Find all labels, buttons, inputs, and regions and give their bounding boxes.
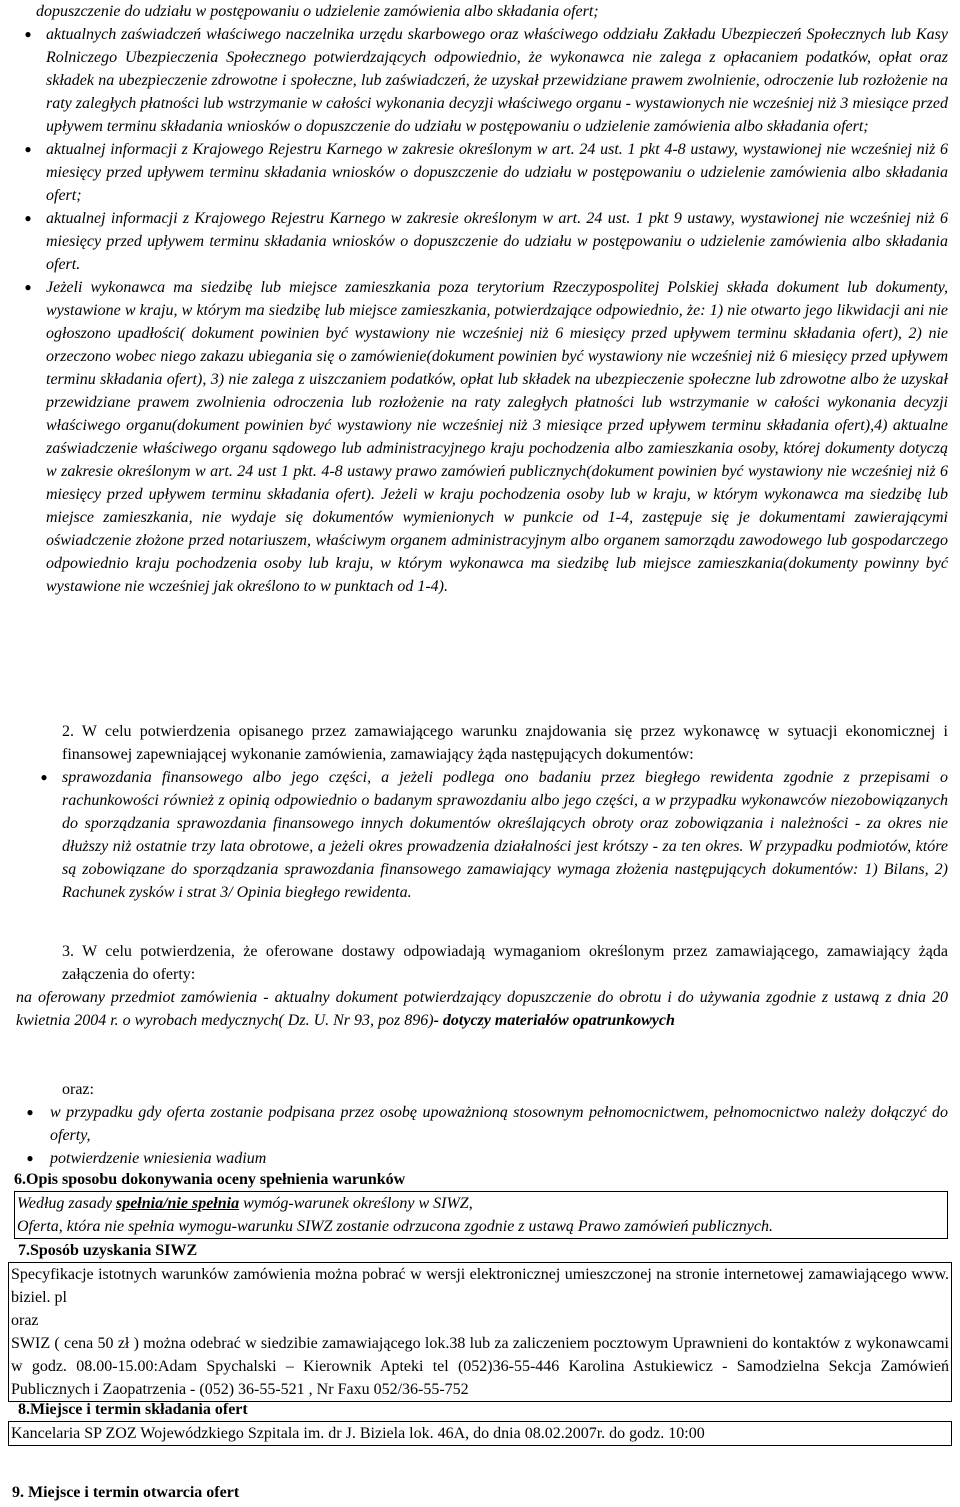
section-7-para-2: oraz (11, 1312, 39, 1329)
section-7-title: 7.Sposób uzyskania SIWZ (18, 1242, 198, 1259)
product-document-para (16, 986, 948, 1032)
intro-line: dopuszczenie do udziału w postępowaniu o udzielenie zamówienia albo składania ofert; (36, 3, 599, 20)
section-6-line-1 (17, 1192, 945, 1215)
product-requirements-block (62, 940, 948, 986)
section-8-box (8, 1421, 952, 1446)
section-6-line-1-emphasis: spełnia/nie spełnia (115, 1195, 240, 1212)
attachment-list (10, 1101, 948, 1170)
list-item (10, 276, 948, 598)
section-7 (8, 1239, 952, 1402)
section-6-line-2: Oferta, która nie spełnia wymogu-warunku SIWZ zostanie odrzucona zgodnie z ustawą Prawo zamówień publicznych. (17, 1218, 773, 1235)
section-6-line-1-post: wymóg-warunek określony w SIWZ, (239, 1195, 473, 1212)
bullet-icon: ● (24, 27, 32, 41)
bullet-icon: ● (24, 142, 32, 156)
section-2-lead: 2. W celu potwierdzenia opisanego przez zamawiającego warunku znajdowania się przez wykonawcę w sytuacji ekonomicznej i finansowej zapewniającej wykonanie zamówienia, zamawiający żąda następujących dokumentów: (62, 723, 948, 763)
list-item-text: aktualnych zaświadczeń właściwego naczelnika urzędu skarbowego oraz właściwego oddziału Zakładu Ubezpieczeń Społecznych lub Kasy Rolniczego Ubezpieczenia Społecznego potwierdzających odpowiednio, że wykonawca nie zalega z opłacaniem podatków, opłat oraz składek na ubezpieczenie zdrowotne i społeczne, lub zaświadczeń, że uzyskał przewidziane prawem zwolnienie, odroczenie lub rozłożenie na raty zaległych płatności lub wstrzymanie w całości wykonania decyzji właściwego organu - wystawionych nie wcześniej niż 3 miesiące przed upływem terminu składania wniosków o dopuszczenie do udziału w postępowaniu o udzielenie zamówienia albo składania ofert; (46, 26, 948, 135)
product-document-bold: - dotyczy materiałów opatrunkowych (433, 1012, 675, 1029)
financial-requirements-block (62, 720, 948, 766)
oraz-label: oraz: (62, 1081, 94, 1098)
section-6-box (14, 1191, 948, 1239)
list-item (10, 1147, 948, 1170)
bullet-icon: ● (24, 211, 32, 225)
bullet-icon: ● (24, 280, 32, 294)
list-item (26, 766, 948, 904)
section-6-title: 6.Opis sposobu dokonywania oceny spełnienia warunków (14, 1171, 406, 1188)
product-document-italic: na oferowany przedmiot zamówienia - aktualny dokument potwierdzający dopuszczenie do obrotu i do używania zgodnie z ustawą z dnia 20 kwietnia 2004 r. o wyrobach medycznych( Dz. U. Nr 93, poz 896) (16, 989, 948, 1029)
section-8-text: Kancelaria SP ZOZ Wojewódzkiego Szpitala im. dr J. Biziela lok. 46A, do dnia 08.02.2007r. do godz. 10:00 (11, 1425, 705, 1442)
section-9 (12, 1481, 948, 1504)
list-item-text: Jeżeli wykonawca ma siedzibę lub miejsce zamieszkania poza terytorium Rzeczypospolitej Polskiej składa dokument lub dokumenty, wystawione w kraju, w którym ma siedzibę lub miejsce zamieszkania, potwierdzające odpowiednio, że: 1) nie otwarto jego likwidacji ani nie ogłoszono upadłości( dokument powinien być wystawiony nie wcześniej niż 6 miesięcy przed upływem terminu składania ofert), 2) nie orzeczono wobec niego zakazu ubiegania się o zamówienie(dokument powinien być wystawiony nie wcześniej niż 6 miesięcy przed upływem terminu składania ofert), 3) nie zalega z uiszczaniem podatków, opłat lub składek na ubezpieczenie społeczne lub zdrowotne albo że uzyskał przewidziane prawem zwolnienia odroczenia lub rozłożenie na raty zaległych płatności lub wstrzymanie w całości wykonania decyzji właściwego organu(dokument powinien być wystawiony nie wcześniej niż 3 miesiące przed upływem terminu składania ofert),4) aktualne zaświadczenie właściwego organu sądowego lub administracyjnego kraju pochodzenia albo zamieszkania osoby, której dokumenty dotyczą w zakresie określonym w art. 24 ust 1 pkt. 4-8 ustawy prawo zamówień publicznych(dokument powinien być wystawiony nie wcześniej niż 6 miesięcy przed upływem terminu składania ofert). Jeżeli w kraju pochodzenia osoby lub w kraju, w którym wykonawca ma siedzibę lub miejsce zamieszkania, nie wydaje się dokumentów wymienionych w punkcie od 1-4, zastępuje się je dokumentami zawierającymi oświadczenie złożone przed notariuszem, właściwym organem administracyjnym albo organem samorządu zawodowego lub gospodarczego odpowiednio kraju pochodzenia osoby lub kraju, w którym wykonawca ma siedzibę lub miejsce zamieszkania(dokumenty powinny być wystawione nie wcześniej jak określono to w punktach od 1-4). (46, 279, 948, 595)
list-item (10, 207, 948, 276)
section-9-title: 9. Miejsce i termin otwarcia ofert (12, 1484, 240, 1501)
section-7-para-3: SWIZ ( cena 50 zł ) można odebrać w siedzibie zamawiającego lok.38 lub za zaliczeniem pocztowym Uprawnieni do kontaktów z wykonawcami w godz. 08.00-15.00:Adam Spychalski – Kierownik Apteki tel (052)36-55-446 Karolina Astukiewicz - Samodzielna Sekcja Zamówień Publicznych i Zaopatrzenia - (052) 36-55-521 , Nr Faxu 052/36-55-752 (11, 1335, 949, 1398)
list-item-text: w przypadku gdy oferta zostanie podpisana przez osobę upoważnioną stosownym pełnomocnictwem, pełnomocnictwo należy dołączyć do oferty, (50, 1104, 948, 1144)
list-item-text: sprawozdania finansowego albo jego części, a jeżeli podlega ono badaniu przez biegłego rewidenta zgodnie z przepisami o rachunkowości również z opinią odpowiednio o badanym sprawozdaniu albo jego części, a w przypadku wykonawców niezobowiązanych do sporządzania sprawozdania finansowego innych dokumentów określających obroty oraz zobowiązania i należności - za okres nie dłuższy niż ostatnie trzy lata obrotowe, a jeżeli okres prowadzenia działalności jest krótszy - za ten okres. W przypadku podmiotów, które są zobowiązane do sporządzania sprawozdania finansowego zamawiający wymaga złożenia następujących dokumentów: 1) Bilans, 2) Rachunek zysków i strat 3/ Opinia biegłego rewidenta. (62, 769, 948, 901)
section-7-para-1: Specyfikacje istotnych warunków zamówienia można pobrać w wersji elektronicznej umieszczonej na stronie internetowej zamawiającego www. biziel. pl (11, 1266, 949, 1306)
financial-bullet-block (26, 766, 948, 904)
list-item-text: potwierdzenie wniesienia wadium (50, 1150, 267, 1167)
list-item-text: aktualnej informacji z Krajowego Rejestru Karnego w zakresie określonym w art. 24 ust. 1 pkt 9 ustawy, wystawionej nie wcześniej niż 6 miesięcy przed upływem terminu składania wniosków o dopuszczenie do udziału w postępowaniu o udzielenie zamówienia albo składania ofert. (46, 210, 948, 273)
oraz-line (62, 1078, 948, 1101)
list-item-text: aktualnej informacji z Krajowego Rejestru Karnego w zakresie określonym w art. 24 ust. 1 pkt 4-8 ustawy, wystawionej nie wcześniej niż 6 miesięcy przed upływem terminu składania wniosków o dopuszczenie do udziału w postępowaniu o udzielenie zamówienia albo składania ofert; (46, 141, 948, 204)
section-7-box (8, 1262, 952, 1402)
section-8 (8, 1398, 952, 1446)
requirements-block (10, 0, 948, 598)
product-document-text (16, 986, 948, 1032)
bullet-icon: ● (26, 1105, 34, 1119)
section-8-title: 8.Miejsce i termin składania ofert (18, 1401, 248, 1418)
section-3-lead: 3. W celu potwierdzenia, że oferowane dostawy odpowiadają wymaganiom określonym przez zamawiającego, zamawiający żąda załączenia do oferty: (62, 943, 948, 983)
section-6 (14, 1168, 948, 1239)
list-item (10, 138, 948, 207)
list-item (10, 23, 948, 138)
bullet-icon: ● (40, 770, 48, 784)
list-item (10, 1101, 948, 1147)
section-6-line-1-pre: Według zasady (17, 1195, 116, 1212)
bullet-icon: ● (26, 1151, 34, 1165)
